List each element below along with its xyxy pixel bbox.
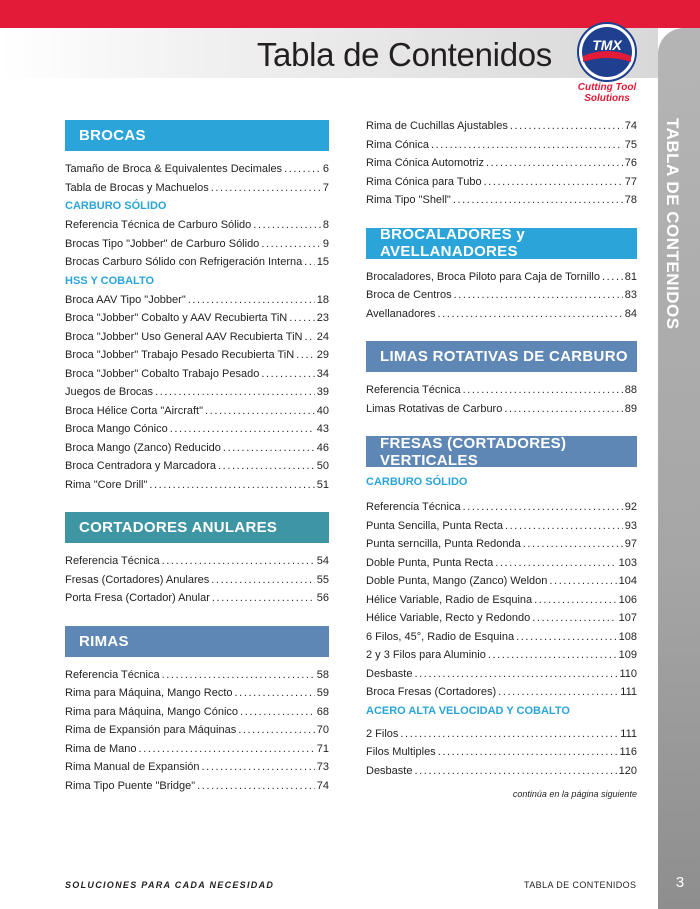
toc-entry-label: Limas Rotativas de Carburo [366, 402, 503, 415]
toc-entry[interactable] [366, 762, 637, 781]
toc-entry-label: Broca "Jobber" Cobalto Trabajo Pesado [65, 367, 260, 380]
toc-entry-page: 15 [316, 256, 329, 268]
toc-entry-label: 2 Filos [366, 727, 399, 740]
toc-leader-dots [149, 476, 314, 495]
toc-entry-page: 51 [316, 478, 329, 491]
toc-leader-dots [504, 400, 622, 419]
toc-entry-label: Rima de Cuchillas Ajustables [366, 120, 508, 132]
toc-entry-page: 75 [624, 138, 637, 151]
subheading-fresas-acero: ACERO ALTA VELOCIDAD Y COBALTO [366, 704, 570, 717]
toc-leader-dots [532, 609, 616, 628]
toc-list [65, 291, 329, 495]
logo-tagline: Cutting Tool Solutions [577, 82, 637, 104]
left-column [65, 120, 329, 795]
toc-list [366, 268, 637, 324]
footer-tagline: SOLUCIONES PARA CADA NECESIDAD [65, 880, 275, 890]
toc-entry[interactable] [65, 383, 329, 402]
toc-leader-dots [235, 684, 315, 703]
toc-entry-page: 104 [618, 575, 637, 587]
toc-entry-page: 68 [316, 705, 329, 718]
toc-entry-label: Punta Sencilla, Punta Recta [366, 519, 503, 532]
toc-leader-dots [162, 666, 315, 685]
toc-list [65, 160, 329, 197]
toc-entry-page: 84 [624, 307, 637, 320]
toc-entry-page: 23 [316, 312, 329, 324]
toc-entry[interactable] [366, 743, 637, 762]
toc-entry-page: 81 [624, 270, 637, 283]
toc-list [65, 216, 329, 272]
toc-entry-label: Referencia Técnica [65, 555, 160, 567]
toc-entry-label: Porta Fresa (Cortador) Anular [65, 592, 210, 604]
tmx-logo [577, 22, 637, 82]
toc-leader-dots [240, 703, 315, 722]
toc-list [366, 725, 637, 781]
toc-list [366, 117, 637, 210]
toc-entry-label: Fresas (Cortadores) Anulares [65, 573, 210, 586]
toc-entry-label: Tabla de Brocas y Machuelos [65, 181, 209, 194]
toc-leader-dots [454, 286, 623, 305]
toc-leader-dots [438, 305, 623, 324]
toc-entry-label: Referencia Técnica [366, 384, 461, 396]
toc-entry[interactable] [65, 253, 329, 272]
toc-entry-page: 43 [316, 423, 329, 435]
toc-entry-label: Broca Fresas (Cortadores) [366, 686, 497, 698]
toc-leader-dots [463, 381, 623, 400]
toc-entry-page: 24 [316, 330, 329, 343]
toc-entry-page: 97 [624, 538, 637, 550]
toc-entry[interactable] [366, 286, 637, 305]
section-rimas [65, 626, 329, 796]
section-brocaladores [366, 228, 637, 324]
toc-entry-label: Punta serncilla, Punta Redonda [366, 538, 521, 550]
toc-entry-label: Rima para Máquina, Mango Cónico [65, 705, 239, 718]
toc-entry-page: 6 [322, 163, 329, 175]
toc-leader-dots [549, 572, 616, 591]
toc-entry-page: 59 [316, 687, 329, 699]
toc-entry[interactable] [65, 666, 329, 685]
toc-leader-dots [453, 191, 623, 210]
toc-entry[interactable] [65, 365, 329, 384]
section-fresas [366, 436, 637, 780]
section-heading-cortadores-anulares: CORTADORES ANULARES [65, 512, 329, 543]
toc-entry[interactable] [65, 758, 329, 777]
toc-entry[interactable] [366, 400, 637, 419]
toc-leader-dots [188, 291, 315, 310]
toc-entry-label: Hélice Variable, Radio de Esquina [366, 593, 533, 606]
toc-entry[interactable] [65, 457, 329, 476]
toc-entry[interactable] [366, 268, 637, 287]
toc-entry-page: 55 [316, 573, 329, 586]
toc-entry-page: 29 [316, 349, 329, 361]
toc-entry[interactable] [65, 684, 329, 703]
toc-entry[interactable] [366, 683, 637, 702]
toc-entry[interactable] [366, 191, 637, 210]
toc-entry-page: 111 [620, 727, 637, 740]
toc-entry-page: 88 [624, 384, 637, 396]
toc-entry-label: Doble Punta, Mango (Zanco) Weldon [366, 575, 548, 587]
toc-entry[interactable] [366, 628, 637, 647]
toc-entry-label: Tamaño de Broca & Equivalentes Decimales [65, 163, 283, 175]
toc-leader-dots [305, 328, 315, 347]
toc-entry-label: Broca de Centros [366, 289, 452, 301]
toc-leader-dots [211, 571, 314, 590]
toc-leader-dots [602, 268, 623, 287]
toc-list [65, 552, 329, 608]
toc-entry-page: 74 [316, 779, 329, 792]
toc-leader-dots [238, 721, 315, 740]
toc-list [366, 498, 637, 702]
toc-entry-label: Broca "Jobber" Uso General AAV Recubierta TiN [65, 330, 303, 343]
toc-leader-dots [261, 365, 314, 384]
toc-leader-dots [296, 346, 315, 365]
toc-leader-dots [505, 517, 623, 536]
toc-entry-label: Rima de Mano [65, 742, 137, 755]
toc-entry[interactable] [366, 381, 637, 400]
toc-entry[interactable] [366, 517, 637, 536]
toc-leader-dots [197, 777, 315, 796]
toc-entry[interactable] [366, 136, 637, 155]
toc-leader-dots [438, 743, 618, 762]
toc-entry-page: 56 [316, 592, 329, 604]
toc-entry[interactable] [366, 173, 637, 192]
toc-entry-page: 76 [624, 157, 637, 169]
section-heading-brocaladores: BROCALADORES y AVELLANADORES [366, 228, 637, 259]
toc-entry-page: 39 [316, 386, 329, 398]
toc-entry-page: 116 [619, 746, 637, 758]
toc-entry-page: 9 [322, 237, 329, 250]
toc-entry-page: 46 [316, 441, 329, 454]
section-brocas [65, 120, 329, 494]
toc-entry-page: 74 [624, 120, 637, 132]
toc-entry-page: 40 [316, 404, 329, 417]
toc-leader-dots [463, 498, 623, 517]
toc-leader-dots [202, 758, 315, 777]
toc-leader-dots [510, 117, 623, 136]
toc-entry[interactable] [366, 498, 637, 517]
toc-leader-dots [414, 762, 616, 781]
toc-entry[interactable] [366, 591, 637, 610]
toc-entry-label: Referencia Técnica de Carburo Sólido [65, 219, 252, 231]
toc-entry-page: 103 [618, 556, 637, 569]
toc-entry-label: Rima Cónica [366, 138, 429, 151]
toc-entry-label: Broca "Jobber" Cobalto y AAV Recubierta TiN [65, 312, 288, 324]
toc-entry[interactable] [366, 535, 637, 554]
toc-entry-page: 7 [322, 181, 329, 194]
toc-leader-dots [284, 160, 321, 179]
toc-entry-label: Brocas Tipo "Jobber" de Carburo Sólido [65, 237, 260, 250]
section-cortadores-anulares [65, 512, 329, 608]
toc-leader-dots [534, 591, 617, 610]
toc-leader-dots [218, 457, 315, 476]
page-title: Tabla de Contenidos [256, 36, 552, 73]
toc-entry-page: 71 [316, 742, 329, 755]
toc-entry-label: Desbaste [366, 764, 413, 777]
subheading-carburo-solido: CARBURO SÓLIDO [65, 200, 167, 212]
toc-entry-page: 83 [624, 289, 637, 301]
section-heading-fresas: FRESAS (CORTADORES) VERTICALES [366, 436, 637, 467]
toc-entry-page: 58 [316, 668, 329, 681]
toc-entry-page: 70 [316, 724, 329, 736]
toc-entry-page: 108 [618, 630, 637, 643]
section-heading-limas: LIMAS ROTATIVAS DE CARBURO [366, 341, 637, 372]
toc-entry-page: 92 [624, 501, 637, 513]
toc-leader-dots [155, 383, 315, 402]
toc-leader-dots [162, 552, 315, 571]
toc-entry[interactable] [366, 609, 637, 628]
toc-entry[interactable] [65, 721, 329, 740]
toc-entry-label: Juegos de Brocas [65, 386, 154, 398]
toc-entry[interactable] [65, 439, 329, 458]
toc-entry-page: 110 [619, 667, 637, 680]
toc-entry-page: 8 [322, 219, 329, 231]
toc-leader-dots [289, 309, 315, 328]
toc-entry-label: Rima de Expansión para Máquinas [65, 724, 237, 736]
toc-entry-label: Doble Punta, Punta Recta [366, 556, 494, 569]
toc-entry-label: Rima Cónica para Tubo [366, 175, 482, 188]
subheading-fresas-carburo: CARBURO SÓLIDO [366, 476, 468, 488]
toc-entry-label: Rima Tipo "Shell" [366, 194, 451, 206]
side-tab-title: TABLA DE CONTENIDOS [663, 118, 682, 330]
toc-entry-label: 2 y 3 Filos para Aluminio [366, 649, 486, 661]
toc-entry-label: Hélice Variable, Recto y Redondo [366, 612, 531, 624]
toc-entry[interactable] [65, 703, 329, 722]
toc-entry-page: 120 [618, 764, 637, 777]
toc-entry[interactable] [65, 476, 329, 495]
toc-entry-label: Referencia Técnica [65, 668, 160, 681]
toc-leader-dots [495, 554, 616, 573]
toc-entry-label: Rima Tipo Puente "Bridge" [65, 779, 196, 792]
toc-leader-dots [170, 420, 315, 439]
toc-entry-page: 78 [624, 194, 637, 206]
toc-list [366, 381, 637, 418]
toc-entry-page: 107 [618, 612, 637, 624]
toc-entry[interactable] [366, 117, 637, 136]
toc-entry[interactable] [65, 552, 329, 571]
toc-entry-label: Broca Hélice Corta "Aircraft" [65, 404, 204, 417]
toc-entry-page: 77 [624, 175, 637, 188]
toc-entry[interactable] [65, 346, 329, 365]
toc-entry[interactable] [65, 777, 329, 796]
toc-entry[interactable] [366, 305, 637, 324]
right-column [366, 117, 637, 799]
toc-entry-page: 18 [316, 293, 329, 306]
toc-leader-dots [223, 439, 315, 458]
toc-leader-dots [253, 216, 321, 235]
toc-entry[interactable] [65, 291, 329, 310]
subheading-hss-cobalto: HSS Y COBALTO [65, 274, 155, 287]
toc-entry-label: Broca AAV Tipo "Jobber" [65, 293, 186, 306]
toc-entry[interactable] [65, 740, 329, 759]
toc-entry[interactable] [366, 572, 637, 591]
toc-entry[interactable] [65, 179, 329, 198]
toc-leader-dots [205, 402, 315, 421]
footer-section-name: TABLA DE CONTENIDOS [524, 880, 637, 890]
toc-entry[interactable] [366, 646, 637, 665]
toc-entry-page: 73 [316, 761, 329, 773]
toc-entry-page: 50 [316, 460, 329, 472]
toc-entry-label: Rima "Core Drill" [65, 478, 148, 491]
toc-entry-label: 6 Filos, 45°, Radio de Esquina [366, 630, 515, 643]
toc-entry[interactable] [65, 420, 329, 439]
toc-entry-label: Rima Cónica Automotriz [366, 157, 484, 169]
toc-entry-label: Brocas Carburo Sólido con Refrigeración Interna [65, 256, 303, 268]
toc-entry-label: Broca "Jobber" Trabajo Pesado Recubierta TiN [65, 349, 295, 361]
logo-text: TMX [592, 37, 622, 53]
toc-entry-label: Rima Manual de Expansión [65, 761, 200, 773]
toc-entry-label: Brocaladores, Broca Piloto para Caja de Tornillo [366, 270, 600, 283]
toc-entry-label: Broca Mango (Zanco) Reducido [65, 441, 221, 454]
toc-entry[interactable] [366, 554, 637, 573]
toc-entry-page: 93 [624, 519, 637, 532]
toc-entry-page: 34 [316, 367, 329, 380]
toc-entry-label: Rima para Máquina, Mango Recto [65, 687, 233, 699]
toc-leader-dots [488, 646, 617, 665]
toc-entry[interactable] [65, 402, 329, 421]
toc-entry[interactable] [65, 235, 329, 254]
toc-leader-dots [484, 173, 623, 192]
toc-entry-label: Broca Mango Cónico [65, 423, 168, 435]
toc-leader-dots [431, 136, 623, 155]
toc-entry[interactable] [65, 328, 329, 347]
toc-entry[interactable] [65, 589, 329, 608]
toc-leader-dots [211, 179, 321, 198]
section-heading-brocas: BROCAS [65, 120, 329, 151]
continued-note: continúa en la página siguiente [512, 789, 637, 799]
toc-entry-page: 106 [618, 593, 637, 606]
toc-leader-dots [498, 683, 618, 702]
toc-leader-dots [400, 725, 618, 744]
toc-entry-label: Avellanadores [366, 307, 436, 320]
page-number: 3 [675, 874, 685, 891]
toc-entry-label: Broca Centradora y Marcadora [65, 460, 217, 472]
toc-leader-dots [414, 665, 617, 684]
toc-entry[interactable] [366, 665, 637, 684]
toc-entry-page: 89 [624, 402, 637, 415]
toc-leader-dots [304, 253, 315, 272]
toc-list [65, 666, 329, 796]
toc-entry[interactable] [366, 154, 637, 173]
toc-entry-page: 109 [618, 649, 637, 661]
section-heading-rimas: RIMAS [65, 626, 329, 657]
toc-leader-dots [523, 535, 623, 554]
toc-leader-dots [139, 740, 315, 759]
toc-leader-dots [486, 154, 623, 173]
toc-entry-page: 54 [316, 555, 329, 567]
toc-leader-dots [516, 628, 617, 647]
section-limas [366, 341, 637, 418]
toc-entry[interactable] [65, 160, 329, 179]
toc-entry-page: 111 [620, 686, 637, 698]
toc-entry-label: Desbaste [366, 667, 413, 680]
toc-entry[interactable] [65, 571, 329, 590]
toc-entry-label: Filos Multiples [366, 746, 436, 758]
toc-entry[interactable] [65, 309, 329, 328]
toc-leader-dots [212, 589, 315, 608]
toc-leader-dots [261, 235, 321, 254]
toc-entry[interactable] [65, 216, 329, 235]
toc-entry[interactable] [366, 725, 637, 744]
toc-entry-label: Referencia Técnica [366, 501, 461, 513]
